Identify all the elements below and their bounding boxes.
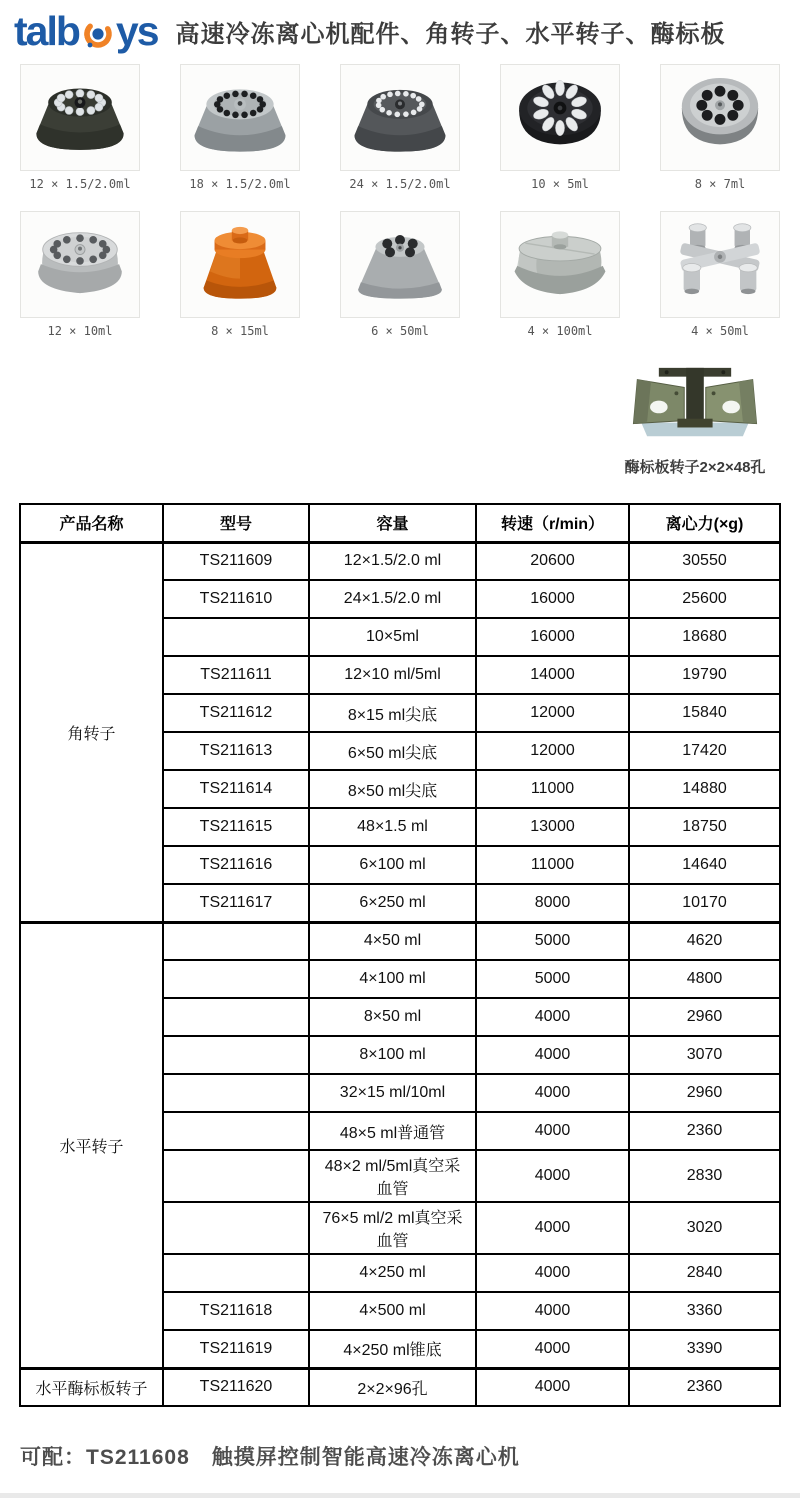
force-cell: 14640 <box>629 846 780 884</box>
speed-cell: 4000 <box>476 998 629 1036</box>
capacity-cell: 6×250 ml <box>309 884 476 922</box>
model-cell: TS211620 <box>163 1368 309 1406</box>
microplate-rotor-icon <box>615 362 775 448</box>
model-cell: TS211618 <box>163 1292 309 1330</box>
product-group-name: 水平酶标板转子 <box>20 1368 163 1406</box>
footer-note: 可配：TS211608 触摸屏控制智能高速冷冻离心机 <box>20 1446 520 1469</box>
force-cell: 3020 <box>629 1202 780 1254</box>
product-caption: 24 × 1.5/2.0ml <box>349 177 451 191</box>
angle-rotor-gray-tubes-icon <box>340 64 460 171</box>
product-card-6x50 <box>340 211 460 338</box>
product-caption: 4 × 50ml <box>691 324 749 338</box>
capacity-cell: 6×50 ml尖底 <box>309 732 476 770</box>
capacity-cell: 4×50 ml <box>309 922 476 960</box>
model-cell: TS211614 <box>163 770 309 808</box>
product-caption: 6 × 50ml <box>371 324 429 338</box>
angle-rotor-dark-tubes-icon <box>20 64 140 171</box>
col-header-capacity: 容量 <box>309 504 476 542</box>
product-card-18x1.5 <box>180 64 300 191</box>
header-row <box>20 504 780 542</box>
col-header-force: 离心力(×g) <box>629 504 780 542</box>
speed-cell: 16000 <box>476 618 629 656</box>
model-cell <box>163 998 309 1036</box>
capacity-cell: 8×15 ml尖底 <box>309 694 476 732</box>
model-cell: TS211610 <box>163 580 309 618</box>
speed-cell: 12000 <box>476 732 629 770</box>
product-card-4x100 <box>500 211 620 338</box>
model-cell <box>163 1254 309 1292</box>
force-cell: 2960 <box>629 1074 780 1112</box>
model-cell <box>163 922 309 960</box>
model-cell: TS211617 <box>163 884 309 922</box>
capacity-cell: 8×50 ml <box>309 998 476 1036</box>
spec-table-body <box>20 542 780 1406</box>
capacity-cell: 8×100 ml <box>309 1036 476 1074</box>
speed-cell: 4000 <box>476 1292 629 1330</box>
product-caption: 12 × 1.5/2.0ml <box>29 177 131 191</box>
force-cell: 3390 <box>629 1330 780 1368</box>
speed-cell: 11000 <box>476 770 629 808</box>
product-caption: 18 × 1.5/2.0ml <box>189 177 291 191</box>
spec-table-head <box>20 504 780 542</box>
model-cell <box>163 1202 309 1254</box>
capacity-cell: 32×15 ml/10ml <box>309 1074 476 1112</box>
model-cell: TS211619 <box>163 1330 309 1368</box>
angle-rotor-silver-holes-icon <box>180 64 300 171</box>
speed-cell: 11000 <box>476 846 629 884</box>
page-title: 高速冷冻离心机配件、角转子、水平转子、酶标板 <box>175 20 726 48</box>
force-cell: 30550 <box>629 542 780 580</box>
table-row <box>20 922 780 960</box>
force-cell: 2960 <box>629 998 780 1036</box>
product-card-10x5 <box>500 64 620 191</box>
model-cell: TS211616 <box>163 846 309 884</box>
force-cell: 2360 <box>629 1368 780 1406</box>
speed-cell: 13000 <box>476 808 629 846</box>
product-caption: 12 × 10ml <box>47 324 113 338</box>
model-cell <box>163 1036 309 1074</box>
speed-cell: 4000 <box>476 1150 629 1202</box>
capacity-cell: 48×5 ml普通管 <box>309 1112 476 1150</box>
force-cell: 18680 <box>629 618 780 656</box>
product-card-microplate <box>610 362 780 477</box>
speed-cell: 4000 <box>476 1074 629 1112</box>
angle-rotor-steel-holes-icon <box>660 64 780 171</box>
capacity-cell: 24×1.5/2.0 ml <box>309 580 476 618</box>
angle-rotor-gray-cone-icon <box>340 211 460 318</box>
force-cell: 2360 <box>629 1112 780 1150</box>
speed-cell: 5000 <box>476 960 629 998</box>
product-caption: 8 × 15ml <box>211 324 269 338</box>
model-cell <box>163 1074 309 1112</box>
capacity-cell: 12×10 ml/5ml <box>309 656 476 694</box>
product-caption: 酶标板转子2×2×48孔 <box>624 459 766 476</box>
angle-rotor-black-petals-icon <box>500 64 620 171</box>
speed-cell: 4000 <box>476 1368 629 1406</box>
angle-rotor-lightgray-icon <box>20 211 140 318</box>
force-cell: 10170 <box>629 884 780 922</box>
product-caption: 4 × 100ml <box>527 324 593 338</box>
model-cell: TS211611 <box>163 656 309 694</box>
force-cell: 3070 <box>629 1036 780 1074</box>
capacity-cell: 8×50 ml尖底 <box>309 770 476 808</box>
product-group-name: 角转子 <box>20 542 163 922</box>
speed-cell: 4000 <box>476 1202 629 1254</box>
speed-cell: 14000 <box>476 656 629 694</box>
model-cell <box>163 960 309 998</box>
force-cell: 4620 <box>629 922 780 960</box>
capacity-cell: 4×500 ml <box>309 1292 476 1330</box>
product-card-8x7 <box>660 64 780 191</box>
force-cell: 14880 <box>629 770 780 808</box>
model-cell <box>163 1112 309 1150</box>
speed-cell: 4000 <box>476 1254 629 1292</box>
capacity-cell: 6×100 ml <box>309 846 476 884</box>
force-cell: 2840 <box>629 1254 780 1292</box>
capacity-cell: 2×2×96孔 <box>309 1368 476 1406</box>
force-cell: 17420 <box>629 732 780 770</box>
logo-text-left: talb <box>14 7 79 54</box>
table-row <box>20 1368 780 1406</box>
table-row <box>20 542 780 580</box>
speed-cell: 4000 <box>476 1112 629 1150</box>
model-cell: TS211615 <box>163 808 309 846</box>
product-caption: 10 × 5ml <box>531 177 589 191</box>
force-cell: 4800 <box>629 960 780 998</box>
speed-cell: 12000 <box>476 694 629 732</box>
logo-text-right: ys <box>115 7 158 54</box>
spec-table <box>19 503 781 1407</box>
speed-cell: 4000 <box>476 1330 629 1368</box>
capacity-cell: 76×5 ml/2 ml真空采血管 <box>309 1202 476 1254</box>
capacity-cell: 10×5ml <box>309 618 476 656</box>
header <box>0 0 800 60</box>
model-cell <box>163 618 309 656</box>
force-cell: 19790 <box>629 656 780 694</box>
col-header-speed: 转速（r/min） <box>476 504 629 542</box>
microplate-rotor-section <box>20 362 780 477</box>
col-header-product-name: 产品名称 <box>20 504 163 542</box>
model-cell: TS211609 <box>163 542 309 580</box>
speed-cell: 4000 <box>476 1036 629 1074</box>
logo-swirl-icon <box>81 16 115 50</box>
col-header-model: 型号 <box>163 504 309 542</box>
product-caption: 8 × 7ml <box>694 177 746 191</box>
force-cell: 18750 <box>629 808 780 846</box>
model-cell: TS211613 <box>163 732 309 770</box>
product-card-12x1.5 <box>20 64 140 191</box>
angle-rotor-steel-cone-icon <box>500 211 620 318</box>
capacity-cell: 48×2 ml/5ml真空采血管 <box>309 1150 476 1202</box>
capacity-cell: 12×1.5/2.0 ml <box>309 542 476 580</box>
model-cell: TS211612 <box>163 694 309 732</box>
force-cell: 3360 <box>629 1292 780 1330</box>
speed-cell: 8000 <box>476 884 629 922</box>
force-cell: 2830 <box>629 1150 780 1202</box>
product-card-24x1.5 <box>340 64 460 191</box>
product-card-12x10 <box>20 211 140 338</box>
product-card-8x15 <box>180 211 300 338</box>
speed-cell: 5000 <box>476 922 629 960</box>
product-group-name: 水平转子 <box>20 922 163 1368</box>
capacity-cell: 4×250 ml <box>309 1254 476 1292</box>
speed-cell: 20600 <box>476 542 629 580</box>
capacity-cell: 4×250 ml锥底 <box>309 1330 476 1368</box>
product-card-4x50-swing <box>660 211 780 338</box>
model-cell <box>163 1150 309 1202</box>
force-cell: 15840 <box>629 694 780 732</box>
swing-bucket-rotor-icon <box>660 211 780 318</box>
angle-rotor-orange-cone-icon <box>180 211 300 318</box>
capacity-cell: 4×100 ml <box>309 960 476 998</box>
product-gallery <box>20 64 780 338</box>
speed-cell: 16000 <box>476 580 629 618</box>
force-cell: 25600 <box>629 580 780 618</box>
capacity-cell: 48×1.5 ml <box>309 808 476 846</box>
talboys-logo <box>14 7 158 54</box>
